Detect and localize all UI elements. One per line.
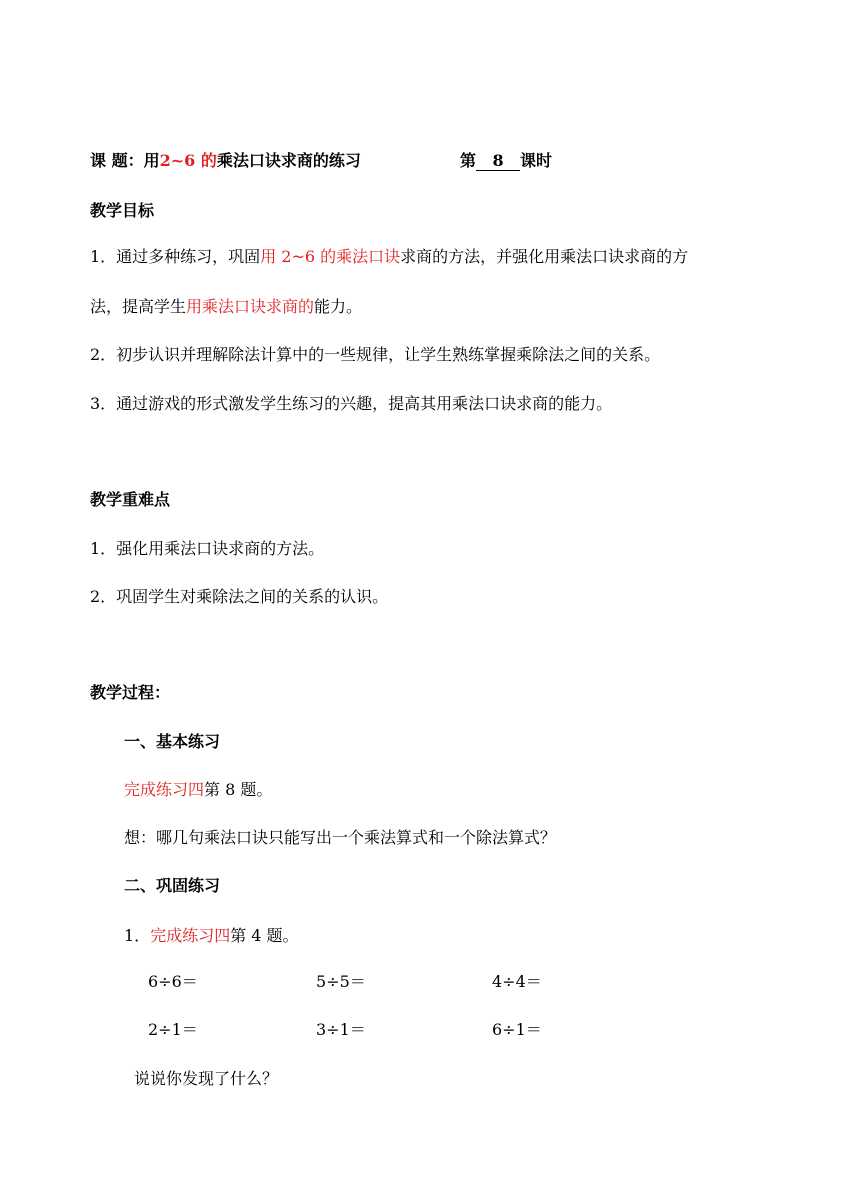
section-2-exercise-highlight: 完成练习四 <box>150 926 231 945</box>
lesson-title-line <box>90 151 361 171</box>
topic-label: 课 题：用 <box>90 151 160 170</box>
section-2-item-1-prefix: 1． <box>124 926 151 945</box>
equation-r1-c3: 4÷4＝ <box>492 972 542 991</box>
section-1-title: 一、基本练习 <box>124 732 221 751</box>
objective-item-3: 3．通过游戏的形式激发学生练习的兴趣，提高其用乘法口诀求商的能力。 <box>90 394 613 413</box>
lesson-number: 8 <box>476 152 520 171</box>
objective-1-highlight-2: 用乘法口诀求商的 <box>186 297 315 316</box>
objective-1-text-a: 1．通过多种练习，巩固 <box>90 247 261 266</box>
topic-text: 乘法口诀求商的练习 <box>216 151 361 170</box>
objective-1-text-c: 法，提高学生 <box>90 297 187 316</box>
equation-r2-c3: 6÷1＝ <box>492 1020 542 1039</box>
objective-1-text-d: 能力。 <box>314 297 363 316</box>
key-points-heading: 教学重难点 <box>90 490 171 509</box>
equation-r2-c2: 3÷1＝ <box>316 1020 366 1039</box>
objective-item-2: 2．初步认识并理解除法计算中的一些规律，让学生熟练掌握乘除法之间的关系。 <box>90 345 661 364</box>
section-1-line-2: 想：哪几句乘法口诀只能写出一个乘法算式和一个除法算式？ <box>124 828 557 847</box>
topic-range-highlight: 2~6 的 <box>159 151 217 170</box>
section-1-line-1 <box>124 780 272 800</box>
section-2-title: 二、巩固练习 <box>124 876 221 895</box>
key-point-item-1: 1．强化用乘法口诀求商的方法。 <box>90 539 325 558</box>
equation-r2-c1: 2÷1＝ <box>148 1020 198 1039</box>
section-1-exercise-text: 第 8 题。 <box>204 780 273 799</box>
lesson-suffix: 课时 <box>520 151 553 170</box>
objective-item-1-line-1 <box>90 247 688 267</box>
objectives-heading: 教学目标 <box>90 201 155 220</box>
section-2-exercise-text: 第 4 题。 <box>230 926 299 945</box>
process-heading: 教学过程： <box>90 683 171 702</box>
discussion-prompt: 说说你发现了什么？ <box>134 1069 279 1088</box>
objective-1-text-b: 求商的方法，并强化用乘法口诀求商的方 <box>400 247 689 266</box>
objective-1-highlight: 用 2~6 的乘法口诀 <box>260 247 401 266</box>
lesson-prefix: 第 <box>460 151 477 170</box>
section-1-exercise-highlight: 完成练习四 <box>124 780 205 799</box>
lesson-number-line <box>460 151 552 171</box>
equation-r1-c1: 6÷6＝ <box>148 972 198 991</box>
objective-item-1-line-2 <box>90 297 362 317</box>
section-2-item-1 <box>124 926 299 946</box>
key-point-item-2: 2．巩固学生对乘除法之间的关系的认识。 <box>90 587 389 606</box>
equation-r1-c2: 5÷5＝ <box>316 972 366 991</box>
